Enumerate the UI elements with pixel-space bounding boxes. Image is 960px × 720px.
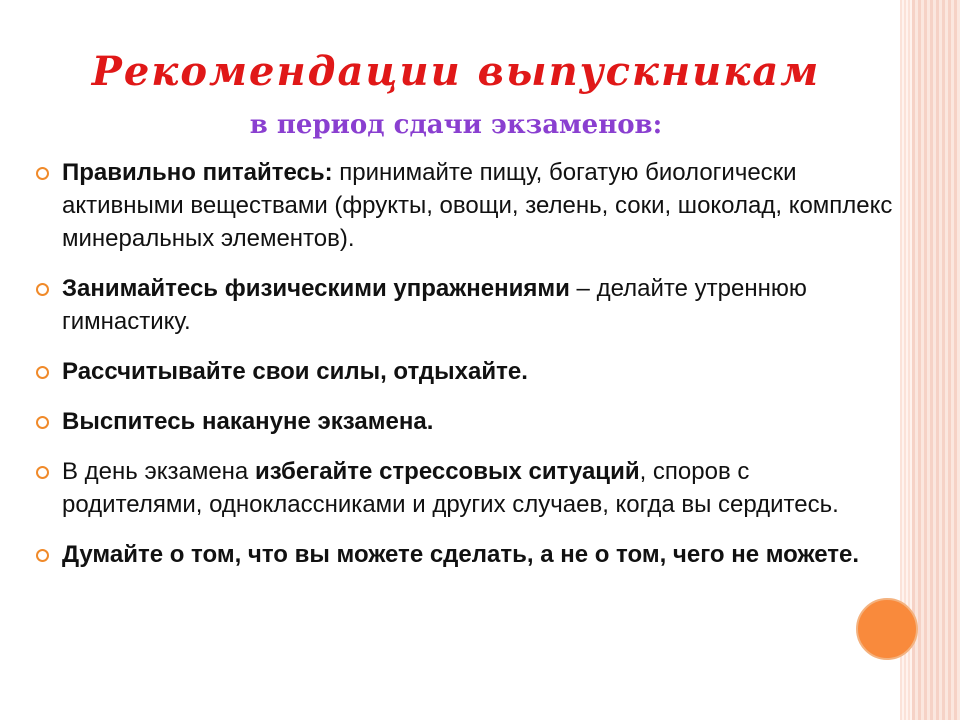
list-item	[36, 538, 896, 571]
recommendations-list	[36, 156, 896, 588]
bullet-emphasis: Думайте о том, что вы можете сделать, а не о том, чего не можете.	[62, 541, 860, 568]
slide-title: Рекомендации выпускникам	[91, 48, 821, 95]
bullet-emphasis: Выспитесь накануне экзамена.	[62, 408, 434, 435]
list-item	[36, 405, 896, 438]
bullet-circle-icon	[36, 167, 49, 180]
bullet-circle-icon	[36, 549, 49, 562]
list-item	[36, 455, 896, 521]
bullet-circle-icon	[36, 283, 49, 296]
bullet-circle-icon	[36, 466, 49, 479]
bullet-emphasis: Правильно питайтесь:	[62, 159, 333, 186]
list-item	[36, 156, 896, 255]
list-item	[36, 355, 896, 388]
bullet-emphasis: избегайте стрессовых ситуаций	[254, 458, 640, 485]
decorative-stripes	[912, 0, 960, 720]
decorative-circle	[856, 598, 918, 660]
bullet-circle-icon	[36, 416, 49, 429]
bullet-circle-icon	[36, 366, 49, 379]
bullet-text: принимайте пищу, богатую биологически активными веществами (фрукты, овощи, зелень, соки, шоколад, комплекс минеральных элементов).	[62, 159, 893, 252]
list-item	[36, 272, 896, 338]
bullet-emphasis: Занимайтесь физическими упражнениями	[62, 275, 570, 302]
bullet-emphasis: Рассчитывайте свои силы, отдыхайте.	[62, 358, 528, 385]
bullet-text: – делайте утреннюю гимнастику.	[62, 275, 807, 335]
bullet-text: , споров с родителями, одноклассниками и других случаев, когда вы сердитесь.	[62, 458, 839, 518]
bullet-prefix: В день экзамена	[62, 458, 255, 485]
slide-subtitle: в период сдачи экзаменов:	[249, 110, 663, 140]
